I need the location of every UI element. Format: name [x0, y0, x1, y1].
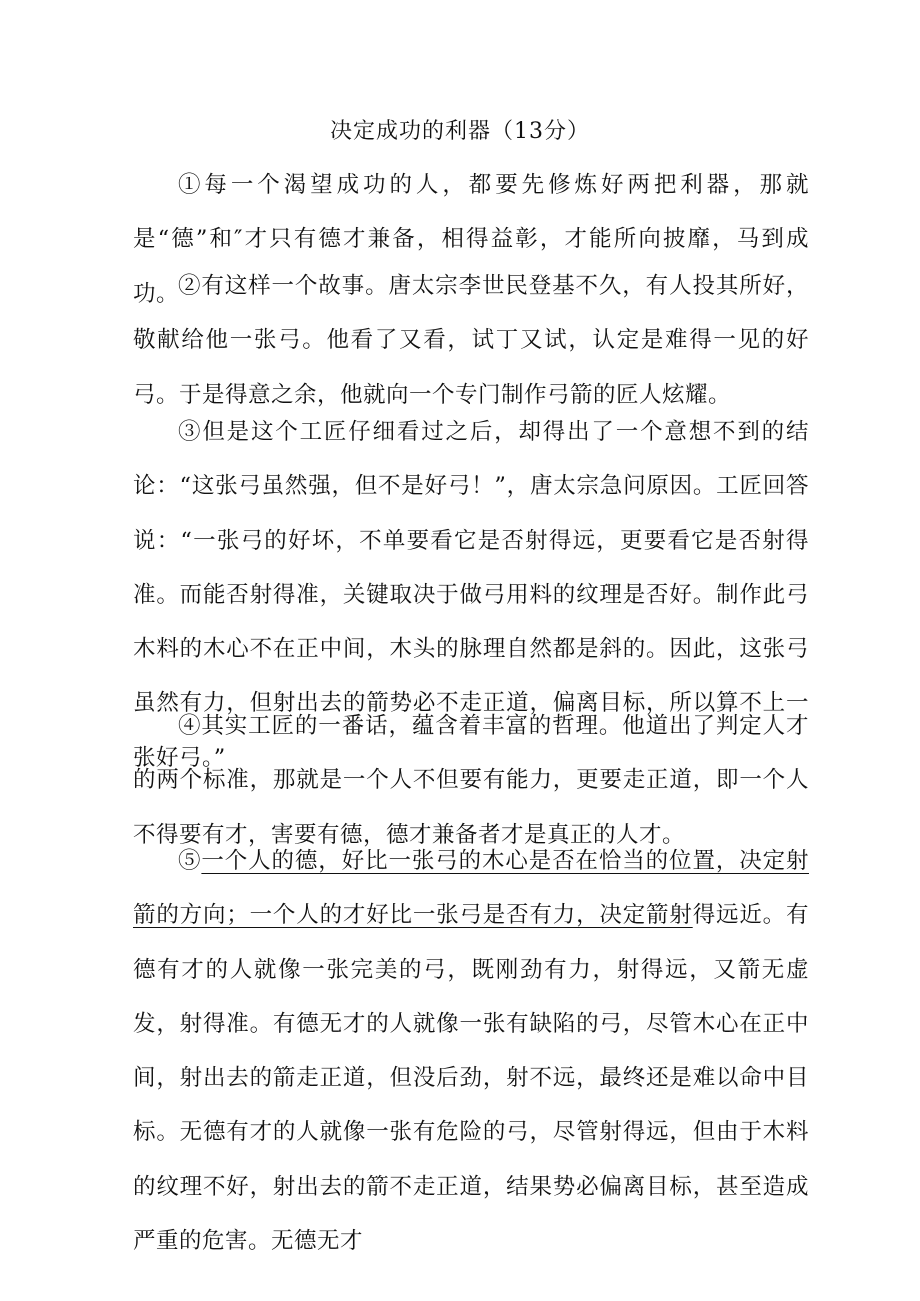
paragraph-5-marker: ⑤: [178, 848, 202, 874]
paragraph-1: ①每一个渴望成功的人，都要先修炼好两把利器，那就是“德”和″才只有德才兼备，相得益彰，才能所向披靡，马到成功。: [133, 172, 809, 307]
paragraph-2: ②有这样一个故事。唐太宗李世民登基不久，有人投其所好，敬献给他一张弓。他看了又看，试丁又试，认定是难得一见的好弓。于是得意之余，他就向一个专门制作弓箭的匠人炫耀。: [133, 273, 809, 408]
underlined-sentence: 一个人的德，好比一张弓的木心是否在恰当的位置，决定射箭的方向；一个人的才好比一张弓是否有力，决定箭射: [133, 848, 809, 929]
paragraph-5-rest: 得远近。有德有才的人就像一张完美的弓，既刚劲有力，射得远，又箭无虚发，射得准。有德无才的人就像一张有缺陷的弓，尽管木心在正中间，射出去的箭走正道，但没后劲，射不远，最终还是难以命中目标。无德有才的人就像一张有危险的弓，尽管射得远，但由于木料的纹理不好，射出去的箭不走正道，结果势必偏离目标，甚至造成严重的危害。无德无才: [133, 902, 809, 1255]
paragraph-4: ④其实工匠的一番话，蕴含着丰富的哲理。他道出了判定人才的两个标准，那就是一个人不但要有能力，更要走正道，即一个人不得要有才，害要有德，德才兼备者才是真正的人才。: [133, 713, 809, 848]
paragraph-5: [133, 834, 809, 1268]
paragraph-3: ③但是这个工匠仔细看过之后，却得出了一个意想不到的结论：“这张弓虽然强，但不是好弓！”，唐太宗急问原因。工匠回答说：“一张弓的好坏，不单要看它是否射得远，更要看它是否射得准。而能否射得准，关键取决于做弓用料的纹理是否好。制作此弓木料的木心不在正中间，木头的脉理自然都是斜的。因此，这张弓虽然有力，但射出去的箭势必不走正道，偏离目标，所以算不上一张好弓。”: [133, 419, 809, 771]
article-title: 决定成功的利器（13分）: [330, 119, 590, 144]
